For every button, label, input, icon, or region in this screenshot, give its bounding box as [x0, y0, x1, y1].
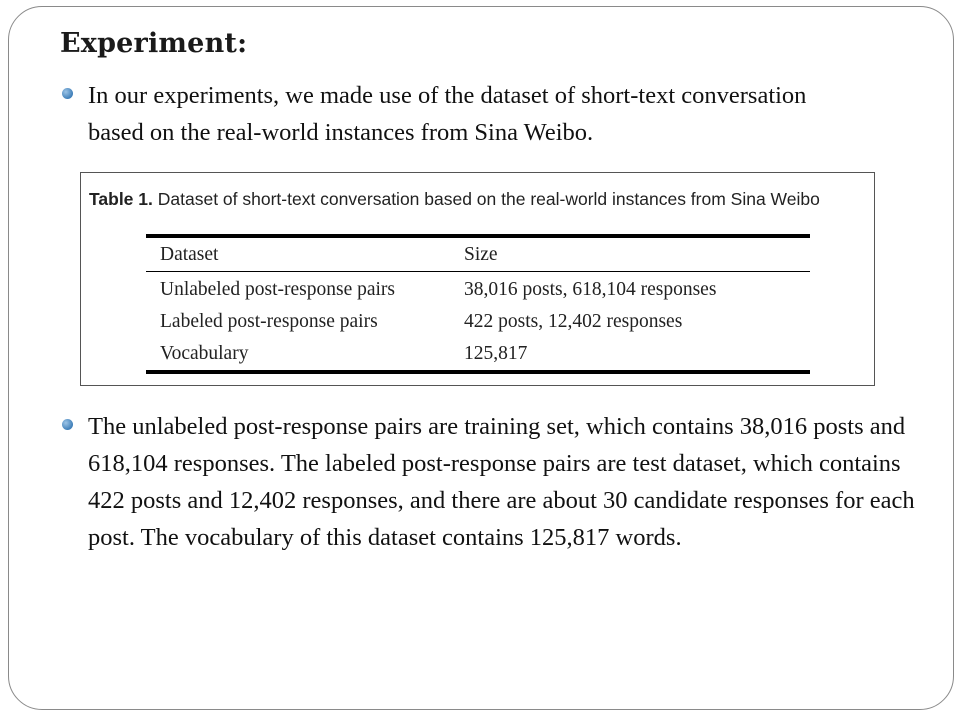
table-cell-dataset: Labeled post-response pairs — [160, 311, 378, 332]
table-row — [146, 272, 810, 307]
table-caption-label: Table 1. — [89, 189, 153, 209]
slide-title: Experiment: — [60, 28, 248, 59]
table-row — [146, 306, 810, 338]
table-caption — [89, 189, 820, 210]
table-cell-size: 38,016 posts, 618,104 responses — [464, 279, 717, 300]
bullet-text-intro: In our experiments, we made use of the dataset of short-text conversation based on the real-world instances from Sina Weibo. — [88, 82, 807, 146]
bullet-dot-icon — [62, 88, 73, 99]
dataset-table-figure — [80, 172, 875, 386]
bullet-dot-icon — [62, 419, 73, 430]
table-cell-size: 422 posts, 12,402 responses — [464, 311, 683, 332]
table-header-dataset: Dataset — [160, 243, 219, 265]
table-row — [146, 338, 810, 372]
table-header-row — [146, 236, 810, 272]
table-header-size: Size — [464, 243, 498, 265]
table-cell-dataset: Unlabeled post-response pairs — [160, 279, 396, 300]
bullet-text-description: The unlabeled post-response pairs are training set, which contains 38,016 posts and 618,104 responses. The labeled post-response pairs are test dataset, which contains 422 posts and 12,402 responses, and there are about 30 candidate responses for each post. The vocabulary of this dataset contains 125,817 words. — [88, 413, 915, 551]
dataset-table — [146, 234, 810, 374]
table-cell-dataset: Vocabulary — [160, 343, 249, 364]
table-caption-text: Dataset of short-text conversation based on the real-world instances from Sina Weibo — [157, 189, 820, 209]
table-cell-size: 125,817 — [464, 343, 528, 364]
